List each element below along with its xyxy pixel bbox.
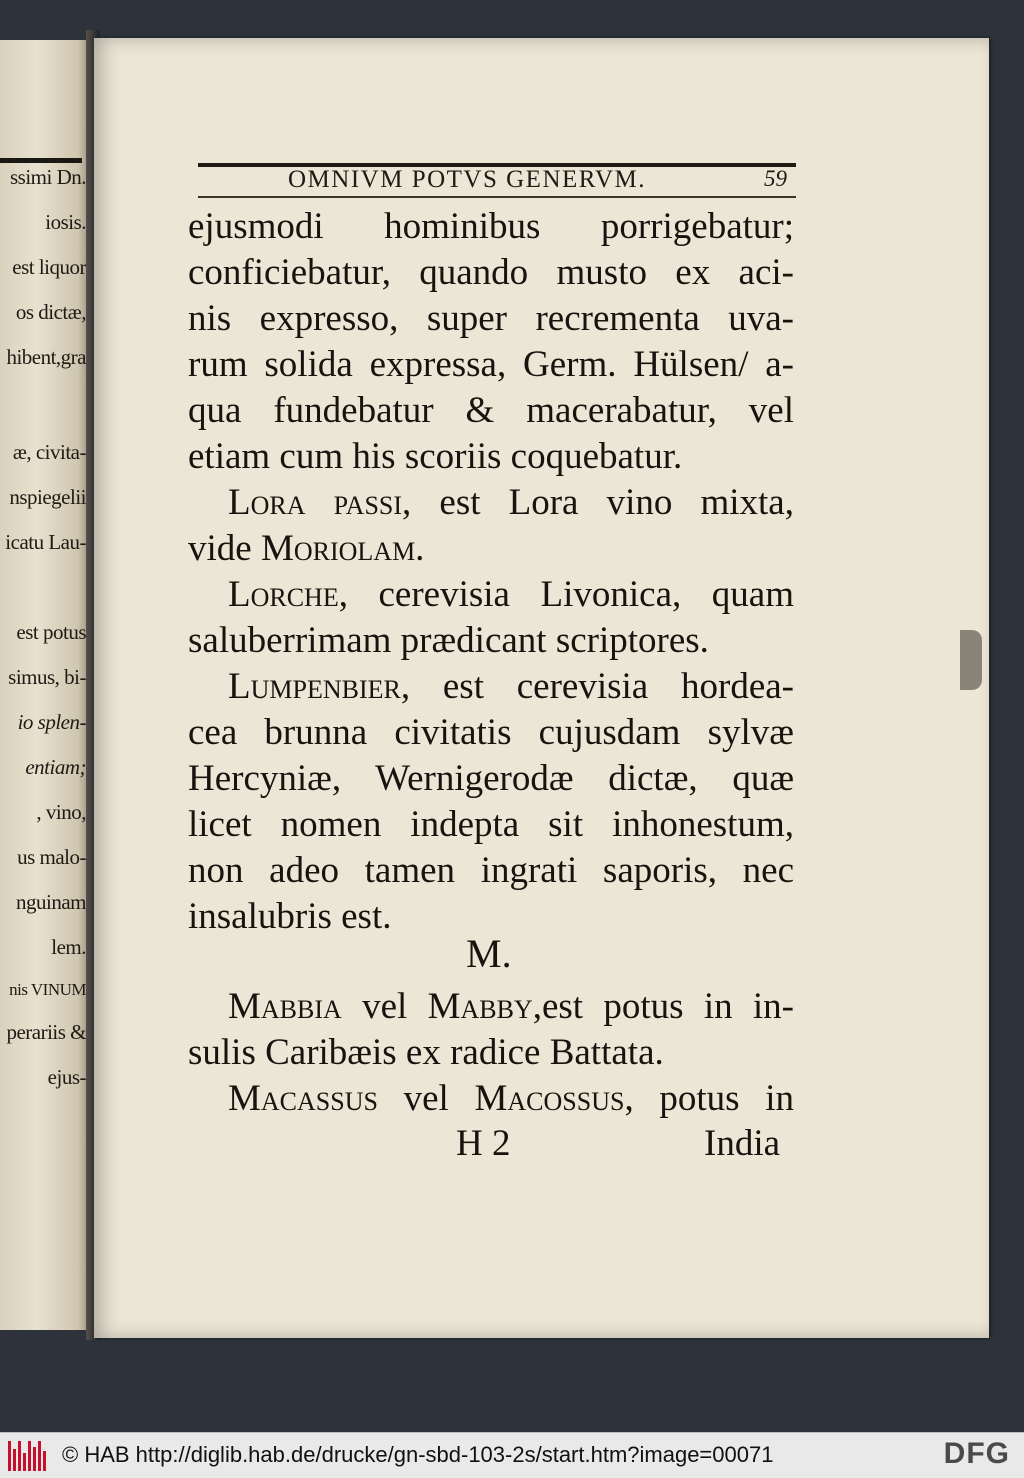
previous-page-text: icatu Lau- bbox=[5, 530, 86, 554]
entry-text: vel bbox=[377, 1078, 475, 1119]
text-line: Hercyniæ, Wernigerodæ dictæ, quæ bbox=[188, 758, 794, 799]
text-line: ejusmodi hominibus porrigebatur; bbox=[188, 206, 794, 247]
previous-page-text: simus, bi- bbox=[8, 665, 86, 689]
previous-page-text: perariis & bbox=[6, 1020, 86, 1044]
previous-page-text: os dictæ, bbox=[15, 300, 86, 324]
entry-text: vide bbox=[188, 528, 261, 569]
entry-head: Lora passi bbox=[228, 482, 403, 523]
previous-page-text: nspiegelii bbox=[9, 485, 86, 509]
previous-page-text: nis VINUM bbox=[9, 980, 86, 999]
page-number: 59 bbox=[764, 166, 787, 191]
section-letter: M. bbox=[466, 931, 512, 976]
entry-macassus bbox=[228, 1076, 794, 1122]
previous-page-text: æ, civita- bbox=[12, 440, 86, 464]
text-line: nis expresso, super recrementa uva- bbox=[188, 298, 794, 339]
text-line: rum solida expressa, Germ. Hülsen/ a- bbox=[188, 344, 794, 385]
previous-page-text: lem. bbox=[51, 935, 86, 959]
previous-page-text: ejus- bbox=[47, 1065, 86, 1089]
entry-text: , potus in bbox=[624, 1078, 794, 1119]
previous-page-text: est potus bbox=[16, 620, 86, 644]
entry-lora-passi bbox=[228, 480, 794, 526]
signature-mark: H 2 bbox=[456, 1123, 511, 1164]
previous-page-text: io splen- bbox=[17, 710, 86, 734]
entry-lorche bbox=[228, 572, 794, 618]
catchword: India bbox=[704, 1123, 781, 1164]
footer-bar bbox=[0, 1432, 1024, 1478]
previous-page-text: us malo- bbox=[17, 845, 86, 869]
text-line: saluberrimam prædicant scriptores. bbox=[188, 620, 709, 661]
entry-head: Lorche bbox=[228, 574, 339, 615]
cross-reference: Moriolam. bbox=[260, 528, 425, 569]
attribution-link[interactable]: © HAB http://diglib.hab.de/drucke/gn-sbd-103-2s/start.htm?image=00071 bbox=[62, 1442, 774, 1467]
entry-text: , cerevisia Livonica, quam bbox=[338, 574, 794, 615]
text-line: etiam cum his scoriis coquebatur. bbox=[188, 436, 683, 477]
text-line: non adeo tamen ingrati saporis, nec bbox=[188, 850, 794, 891]
entry-text: vel bbox=[341, 986, 428, 1027]
text-line: sulis Caribæis ex radice Battata. bbox=[188, 1032, 664, 1073]
entry-lumpenbier bbox=[228, 664, 794, 710]
entry-text: ,est potus in in- bbox=[532, 986, 794, 1027]
previous-page-edge bbox=[0, 40, 92, 1330]
previous-page-text: ssimi Dn. bbox=[9, 165, 86, 189]
entry-head: Mabby bbox=[427, 986, 533, 1027]
text-line: cea brunna civitatis cujusdam sylvæ bbox=[188, 712, 794, 753]
previous-page-text: hibent,gra bbox=[6, 345, 86, 369]
entry-text: , est Lora vino mixta, bbox=[402, 482, 794, 523]
running-head: OMNIVM POTVS GENERVM. bbox=[288, 166, 646, 193]
text-line bbox=[188, 526, 794, 572]
dfg-logo: DFG bbox=[943, 1437, 1010, 1470]
hab-barcode-icon bbox=[8, 1441, 46, 1471]
entry-head: Lumpenbier bbox=[228, 666, 401, 707]
previous-page-text: iosis. bbox=[45, 210, 86, 234]
text-line: conficiebatur, quando musto ex aci- bbox=[188, 252, 794, 293]
entry-text: , est cerevisia hordea- bbox=[400, 666, 794, 707]
entry-head: Mabbia bbox=[228, 986, 342, 1027]
text-line: licet nomen indepta sit inhonestum, bbox=[188, 804, 794, 845]
text-line: qua fundebatur & macerabatur, vel bbox=[188, 390, 794, 431]
previous-page-text: entiam; bbox=[25, 755, 86, 779]
previous-page-text: nguinam bbox=[16, 890, 86, 914]
page-tab bbox=[960, 630, 982, 690]
entry-head: Macassus bbox=[228, 1078, 378, 1119]
previous-page-text: , vino, bbox=[36, 800, 86, 824]
entry-mabbia bbox=[228, 984, 794, 1030]
text-line: insalubris est. bbox=[188, 896, 392, 937]
header-underline bbox=[198, 196, 796, 198]
previous-page-text: est liquor bbox=[12, 255, 86, 279]
entry-head: Macossus bbox=[474, 1078, 625, 1119]
previous-page-rule bbox=[0, 158, 82, 163]
